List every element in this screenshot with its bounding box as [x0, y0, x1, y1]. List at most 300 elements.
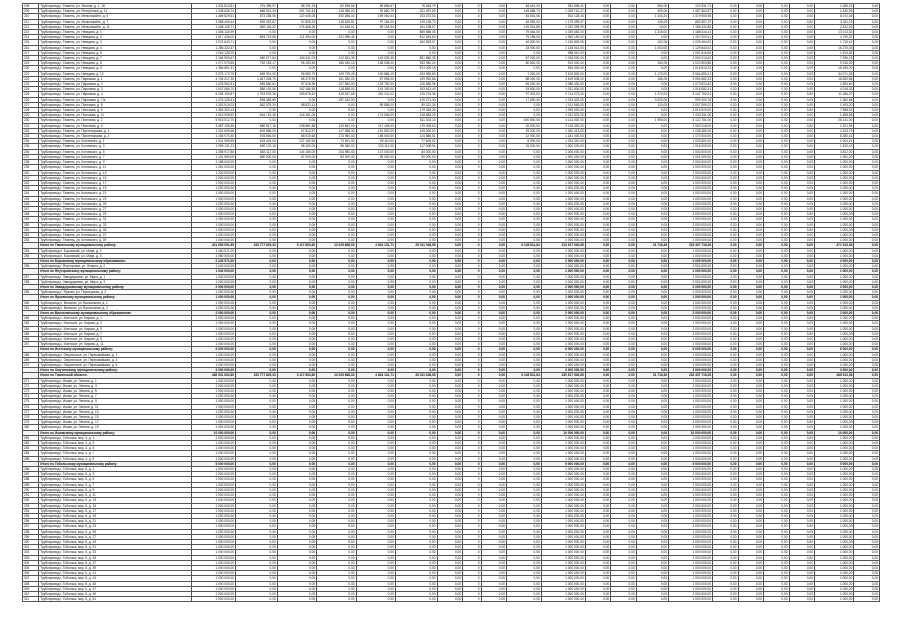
value-cell: 1 000 000,00	[669, 493, 713, 498]
value-cell: 0,00	[395, 477, 437, 482]
value-cell: 0,00	[738, 456, 763, 461]
value-cell: 0,00	[713, 383, 738, 388]
value-cell: 1 188 016,43	[669, 30, 713, 35]
value-cell: 0,00	[713, 529, 738, 534]
value-cell: 0,00	[611, 519, 636, 524]
value-cell: 1 000,00	[814, 467, 853, 472]
value-cell: 0,00	[437, 305, 462, 310]
value-cell: 105 000,00	[395, 128, 437, 133]
value-cell: 0,00	[611, 284, 636, 289]
row-number-cell: 244	[23, 191, 39, 196]
value-cell: 0,00	[356, 399, 395, 404]
value-cell: 0,00	[277, 591, 316, 596]
value-cell: 0,00	[789, 139, 814, 144]
value-cell: 1 000 000,00	[541, 305, 585, 310]
value-cell: 0,00	[585, 399, 610, 404]
value-cell: 0,00	[636, 144, 668, 149]
value-cell: 0,00	[764, 581, 789, 586]
value-cell: 0,00	[356, 571, 395, 576]
value-cell: 0,00	[236, 227, 278, 232]
value-cell: 0,00	[395, 264, 437, 269]
value-cell: 1 000 000,00	[192, 493, 236, 498]
value-cell: 1 000,00	[814, 180, 853, 185]
value-cell: 109 739,28	[317, 71, 356, 76]
value-cell: 0,00	[611, 71, 636, 76]
value-cell: 1 000 000,00	[541, 160, 585, 165]
value-cell: 0,00	[738, 482, 763, 487]
value-cell: 0	[463, 591, 482, 596]
value-cell: 0,00	[437, 565, 462, 570]
value-cell: 1 000 000,00	[669, 180, 713, 185]
value-cell: 0,00	[713, 222, 738, 227]
value-cell: 0,00	[738, 295, 763, 300]
value-cell: 1 000 000,00	[541, 415, 585, 420]
value-cell: 0,00	[789, 212, 814, 217]
value-cell: 133 112,00	[356, 144, 395, 149]
value-cell: 16 270,05	[814, 45, 853, 50]
value-cell: 46 950,00	[507, 19, 542, 24]
value-cell: 692 086,00	[236, 128, 278, 133]
value-cell: 0,00	[636, 482, 668, 487]
value-cell: 0,00	[277, 493, 316, 498]
object-name-cell: Трубопровод п. Боровский, ул. Мира, д. 3	[39, 253, 192, 258]
value-cell: 2 240 971,00	[192, 258, 236, 263]
value-cell: 0,00	[764, 118, 789, 123]
value-cell: 980,00	[636, 4, 668, 9]
value-cell: 0,00	[789, 165, 814, 170]
value-cell: 0,00	[636, 477, 668, 482]
value-cell: 0,00	[507, 487, 542, 492]
object-name-cell: Трубопровод г. Тобольск, мкр. 4, д. 7	[39, 451, 192, 456]
value-cell: 151 802,00	[356, 128, 395, 133]
value-cell: 0,00	[738, 415, 763, 420]
row-number-cell: 265	[23, 331, 39, 336]
value-cell: 0,00	[585, 373, 610, 378]
value-cell: 0,00	[789, 368, 814, 373]
value-cell: 92 650,79	[356, 9, 395, 14]
value-cell: 0,00	[236, 576, 278, 581]
value-cell: 0,00	[585, 560, 610, 565]
value-cell: 0,00	[789, 394, 814, 399]
value-cell: 0,00	[636, 316, 668, 321]
value-cell: 1 000 000,00	[192, 420, 236, 425]
value-cell: 0,00	[236, 326, 278, 331]
value-cell: 0,00	[738, 399, 763, 404]
value-cell: 1 000,00	[814, 212, 853, 217]
value-cell: 0,00	[437, 456, 462, 461]
object-name-cell: Итого по Заводоуковскому муниципальному району:	[39, 284, 192, 289]
value-cell: 0,00	[481, 435, 506, 440]
value-cell: 13 013,32	[814, 30, 853, 35]
value-cell: 0,00	[789, 253, 814, 258]
value-cell: 6 000 000,00	[669, 347, 713, 352]
value-cell: 0,00	[611, 415, 636, 420]
value-cell: 0,00	[713, 191, 738, 196]
value-cell: 0	[463, 394, 482, 399]
value-cell: 1 308 917,86	[192, 149, 236, 154]
value-cell: 129 916,86	[507, 24, 542, 29]
value-cell: 0,00	[611, 591, 636, 596]
value-cell: 0,00	[738, 248, 763, 253]
value-cell: 1 476 126,51	[192, 97, 236, 102]
value-cell: 0,00	[317, 378, 356, 383]
value-cell: 0	[463, 357, 482, 362]
row-number-cell: 208	[23, 4, 39, 9]
object-name-cell: Трубопровод г. Тюмень, ул. Котовского, д. 5	[39, 149, 192, 154]
value-cell: 0,00	[713, 404, 738, 409]
value-cell: 1 716,42	[814, 40, 853, 45]
value-cell: 0,00	[854, 524, 880, 529]
value-cell: 0	[463, 108, 482, 113]
value-cell: 0,00	[764, 201, 789, 206]
value-cell: 0,00	[481, 446, 506, 451]
value-cell: 0,00	[356, 40, 395, 45]
value-cell: 0,00	[636, 123, 668, 128]
value-cell: 0,00	[437, 394, 462, 399]
value-cell: 0	[463, 14, 482, 19]
value-cell: 0,00	[764, 160, 789, 165]
value-cell: 6 284 190,87	[192, 92, 236, 97]
value-cell: 0,00	[789, 482, 814, 487]
value-cell: 0	[463, 435, 482, 440]
value-cell: 0,00	[585, 389, 610, 394]
value-cell: 0,00	[317, 519, 356, 524]
value-cell: 6 000 000,00	[541, 347, 585, 352]
value-cell: 0,00	[738, 545, 763, 550]
value-cell: 0,00	[713, 186, 738, 191]
value-cell: 0,00	[507, 180, 542, 185]
value-cell: 0,00	[764, 493, 789, 498]
value-cell: 0,00	[738, 92, 763, 97]
value-cell: 0,00	[437, 550, 462, 555]
value-cell: 1 000 000,00	[669, 269, 713, 274]
value-cell: 1 000 000,00	[192, 217, 236, 222]
value-cell: 0,00	[277, 196, 316, 201]
row-number-cell: 215	[23, 40, 39, 45]
value-cell: 0,00	[789, 30, 814, 35]
value-cell: 0,00	[585, 248, 610, 253]
value-cell: 1 000 000,00	[541, 352, 585, 357]
value-cell: 0,00	[481, 118, 506, 123]
value-cell: 1 000,00	[814, 513, 853, 518]
value-cell: 0	[463, 482, 482, 487]
value-cell: 0,00	[317, 222, 356, 227]
value-cell: 0,00	[585, 456, 610, 461]
value-cell: 0,00	[236, 467, 278, 472]
object-name-cell: Трубопровод г. Тобольск, мкр. 6, д. 41	[39, 571, 192, 576]
value-cell: 0,00	[437, 321, 462, 326]
value-cell: 1 000 000,00	[669, 451, 713, 456]
row-number-cell: 296	[23, 519, 39, 524]
value-cell: 1 000 000,00	[192, 326, 236, 331]
value-cell: 0,00	[356, 446, 395, 451]
row-number-cell: 275	[23, 399, 39, 404]
value-cell: 0,00	[437, 290, 462, 295]
value-cell: 0,00	[395, 165, 437, 170]
value-cell: 0,00	[317, 394, 356, 399]
value-cell: 0,00	[636, 545, 668, 550]
value-cell: 0,00	[789, 441, 814, 446]
value-cell: 0,00	[636, 87, 668, 92]
value-cell: 0,00	[395, 539, 437, 544]
value-cell: 0,00	[507, 331, 542, 336]
value-cell: 0,00	[481, 160, 506, 165]
value-cell: 0,00	[764, 61, 789, 66]
value-cell: 0,00	[764, 378, 789, 383]
value-cell: 0,00	[764, 571, 789, 576]
value-cell: 3 375 173,75	[192, 71, 236, 76]
value-cell: 0,00	[854, 363, 880, 368]
value-cell: 0,00	[437, 102, 462, 107]
value-cell: 0,00	[585, 555, 610, 560]
value-cell: 0,00	[854, 326, 880, 331]
row-number-cell: 264	[23, 326, 39, 331]
value-cell: 0,00	[764, 128, 789, 133]
value-cell: 0,00	[854, 76, 880, 81]
value-cell: 0,00	[277, 513, 316, 518]
value-cell: 0,00	[236, 212, 278, 217]
value-cell: 1 000 000,00	[669, 160, 713, 165]
value-cell: 0,00	[764, 389, 789, 394]
value-cell: 0	[463, 383, 482, 388]
value-cell: 1 000,00	[814, 441, 853, 446]
value-cell: 1 000 000,00	[669, 591, 713, 596]
value-cell: 0	[463, 82, 482, 87]
value-cell: 0,00	[764, 560, 789, 565]
value-cell: 17 690,00	[507, 97, 542, 102]
row-number-cell: 214	[23, 35, 39, 40]
value-cell: 0,00	[764, 409, 789, 414]
value-cell: 0,00	[764, 326, 789, 331]
value-cell: 0,00	[764, 144, 789, 149]
value-cell: 0,00	[507, 305, 542, 310]
value-cell: 0,00	[789, 565, 814, 570]
value-cell: 1 000 000,00	[669, 383, 713, 388]
value-cell: 0,00	[395, 524, 437, 529]
value-cell: 0,00	[789, 534, 814, 539]
row-number-cell: 307	[23, 576, 39, 581]
value-cell: 0,00	[437, 555, 462, 560]
value-cell: 1 031 600,00	[541, 87, 585, 92]
value-cell: 1 000,00	[814, 331, 853, 336]
value-cell: 0,00	[713, 425, 738, 430]
value-cell: 0,00	[738, 477, 763, 482]
value-cell: 0,00	[713, 232, 738, 237]
value-cell: 0,00	[437, 441, 462, 446]
value-cell: 0,00	[236, 253, 278, 258]
value-cell: 0,00	[236, 217, 278, 222]
value-cell: 0,00	[764, 597, 789, 602]
value-cell: 0,00	[636, 472, 668, 477]
value-cell: 0,00	[395, 576, 437, 581]
value-cell: 1 000 000,00	[192, 331, 236, 336]
row-number-cell: 219	[23, 61, 39, 66]
object-name-cell: Трубопровод п. Винзили, ул. Вокзальная, д. 3	[39, 305, 192, 310]
value-cell: 0,00	[317, 232, 356, 237]
value-cell: 0,00	[636, 279, 668, 284]
value-cell: 0,00	[854, 394, 880, 399]
value-cell: 1 000 000,00	[669, 165, 713, 170]
value-cell: 0,00	[854, 534, 880, 539]
table-body	[23, 4, 880, 602]
value-cell: 0,00	[713, 238, 738, 243]
value-cell: 0,00	[585, 170, 610, 175]
value-cell: 0,00	[356, 264, 395, 269]
value-cell: 0,00	[789, 321, 814, 326]
value-cell: 0,00	[317, 337, 356, 342]
value-cell: 0,00	[636, 394, 668, 399]
value-cell: 0,00	[277, 321, 316, 326]
value-cell: 0,00	[277, 399, 316, 404]
value-cell: 0,00	[481, 378, 506, 383]
value-cell: 0,00	[854, 389, 880, 394]
value-cell: 0,00	[713, 539, 738, 544]
object-name-cell: Трубопровод г. Тюмень, ул. Мельникайте, д. 5	[39, 14, 192, 19]
value-cell: 0	[463, 35, 482, 40]
value-cell: 0,00	[636, 415, 668, 420]
object-name-cell: Итого по Боровскому муниципальному образованию:	[39, 258, 192, 263]
value-cell: 0,00	[636, 498, 668, 503]
value-cell: 0,00	[277, 357, 316, 362]
value-cell: 0,00	[854, 40, 880, 45]
object-name-cell: Трубопровод г. Тобольск, мкр. 6, д. 13	[39, 498, 192, 503]
value-cell: 0,00	[481, 128, 506, 133]
value-cell: 1 000 000,00	[669, 253, 713, 258]
value-cell: 111 394,00	[277, 35, 316, 40]
value-cell: 0,00	[317, 165, 356, 170]
value-cell: 0,00	[585, 305, 610, 310]
value-cell: 0,00	[277, 461, 316, 466]
value-cell: 0,00	[277, 498, 316, 503]
value-cell: 1 000 000,00	[669, 456, 713, 461]
value-cell: 0,00	[611, 321, 636, 326]
value-cell: 133 750,00	[356, 82, 395, 87]
value-cell: 0,00	[236, 206, 278, 211]
value-cell: 0,00	[437, 571, 462, 576]
value-cell: 0,00	[317, 201, 356, 206]
value-cell: 1 000 000,00	[192, 196, 236, 201]
value-cell: 0,00	[611, 206, 636, 211]
value-cell: 0,00	[713, 92, 738, 97]
value-cell: 0,00	[437, 316, 462, 321]
value-cell: 1 080 000,00	[192, 253, 236, 258]
value-cell: 0,00	[636, 238, 668, 243]
value-cell: 0,00	[789, 310, 814, 315]
value-cell: 0,00	[236, 451, 278, 456]
value-cell: 1 368 405,44	[192, 19, 236, 24]
value-cell: 1 003 000,00	[669, 149, 713, 154]
value-cell: 0,00	[585, 97, 610, 102]
row-number-cell: 229	[23, 113, 39, 118]
value-cell: 0,00	[636, 274, 668, 279]
object-name-cell: Трубопровод с. Ярково, ул. Пионерская, д. 2	[39, 290, 192, 295]
value-cell: 664 715,48	[236, 113, 278, 118]
value-cell: 0,00	[636, 389, 668, 394]
value-cell: 0,00	[481, 186, 506, 191]
row-number-cell: 222	[23, 76, 39, 81]
value-cell: 0,00	[481, 139, 506, 144]
value-cell: 0,00	[713, 441, 738, 446]
value-cell: 305,00	[636, 9, 668, 14]
value-cell: 2 000 000,00	[669, 310, 713, 315]
value-cell: 0,00	[356, 35, 395, 40]
value-cell: 0,00	[636, 113, 668, 118]
value-cell: 0	[463, 415, 482, 420]
value-cell: 0,00	[236, 487, 278, 492]
value-cell: 0,00	[636, 170, 668, 175]
value-cell: 0,00	[236, 357, 278, 362]
value-cell: 0,00	[481, 222, 506, 227]
value-cell: 145 688,73	[507, 9, 542, 14]
value-cell: 0,00	[481, 14, 506, 19]
object-name-cell: Трубопровод г. Тюмень, ул. Пихтовая, д. 9	[39, 108, 192, 113]
value-cell: 0,00	[236, 498, 278, 503]
value-cell: 0,00	[481, 232, 506, 237]
value-cell: 0,00	[789, 451, 814, 456]
value-cell: 0,00	[789, 472, 814, 477]
value-cell: 0,00	[636, 576, 668, 581]
value-cell: 1 000,00	[814, 342, 853, 347]
value-cell: 1 000 000,00	[192, 456, 236, 461]
object-name-cell: Трубопровод с. Исетское, ул. Кирова, д. 1	[39, 316, 192, 321]
value-cell: 0,00	[789, 134, 814, 139]
value-cell: 0,00	[611, 102, 636, 107]
value-cell: 0,00	[277, 503, 316, 508]
value-cell: 1 000 000,00	[192, 529, 236, 534]
value-cell: 0,00	[437, 435, 462, 440]
value-cell: 0,00	[854, 472, 880, 477]
value-cell: 0,00	[611, 160, 636, 165]
value-cell: 1 000,00	[814, 222, 853, 227]
value-cell: 0,00	[395, 508, 437, 513]
value-cell: 0,00	[356, 331, 395, 336]
document-table	[22, 3, 880, 602]
value-cell: 0	[463, 160, 482, 165]
value-cell: 124 886,51	[395, 134, 437, 139]
value-cell: 1 000 000,00	[669, 175, 713, 180]
value-cell: 0,00	[481, 196, 506, 201]
value-cell: 0,00	[713, 389, 738, 394]
value-cell: 0	[463, 300, 482, 305]
value-cell: 0,00	[789, 92, 814, 97]
value-cell: 1 000 000,00	[192, 378, 236, 383]
row-number-cell: 303	[23, 555, 39, 560]
value-cell: 0	[463, 290, 482, 295]
value-cell: 0,00	[481, 451, 506, 456]
value-cell: 0,00	[481, 591, 506, 596]
value-cell: 0,00	[713, 201, 738, 206]
value-cell: 1 000 000,00	[192, 472, 236, 477]
object-name-cell: Трубопровод г. Ялуторовск, ул. Ленина, д. 2	[39, 264, 192, 269]
value-cell: 0,00	[437, 56, 462, 61]
value-cell: 0,00	[611, 472, 636, 477]
value-cell: 0	[463, 550, 482, 555]
value-cell: 0,00	[854, 243, 880, 248]
value-cell: 0,00	[277, 316, 316, 321]
value-cell: 1 000 000,00	[541, 441, 585, 446]
value-cell: 0,00	[738, 493, 763, 498]
value-cell: 0,00	[713, 180, 738, 185]
value-cell: 0,00	[738, 201, 763, 206]
value-cell: 0,00	[356, 290, 395, 295]
value-cell: 0,00	[854, 529, 880, 534]
value-cell: 0,00	[585, 175, 610, 180]
value-cell: 0,00	[437, 9, 462, 14]
value-cell: 0,00	[636, 248, 668, 253]
value-cell: 0,00	[507, 264, 542, 269]
value-cell: 0,00	[738, 487, 763, 492]
value-cell: 0,00	[738, 446, 763, 451]
